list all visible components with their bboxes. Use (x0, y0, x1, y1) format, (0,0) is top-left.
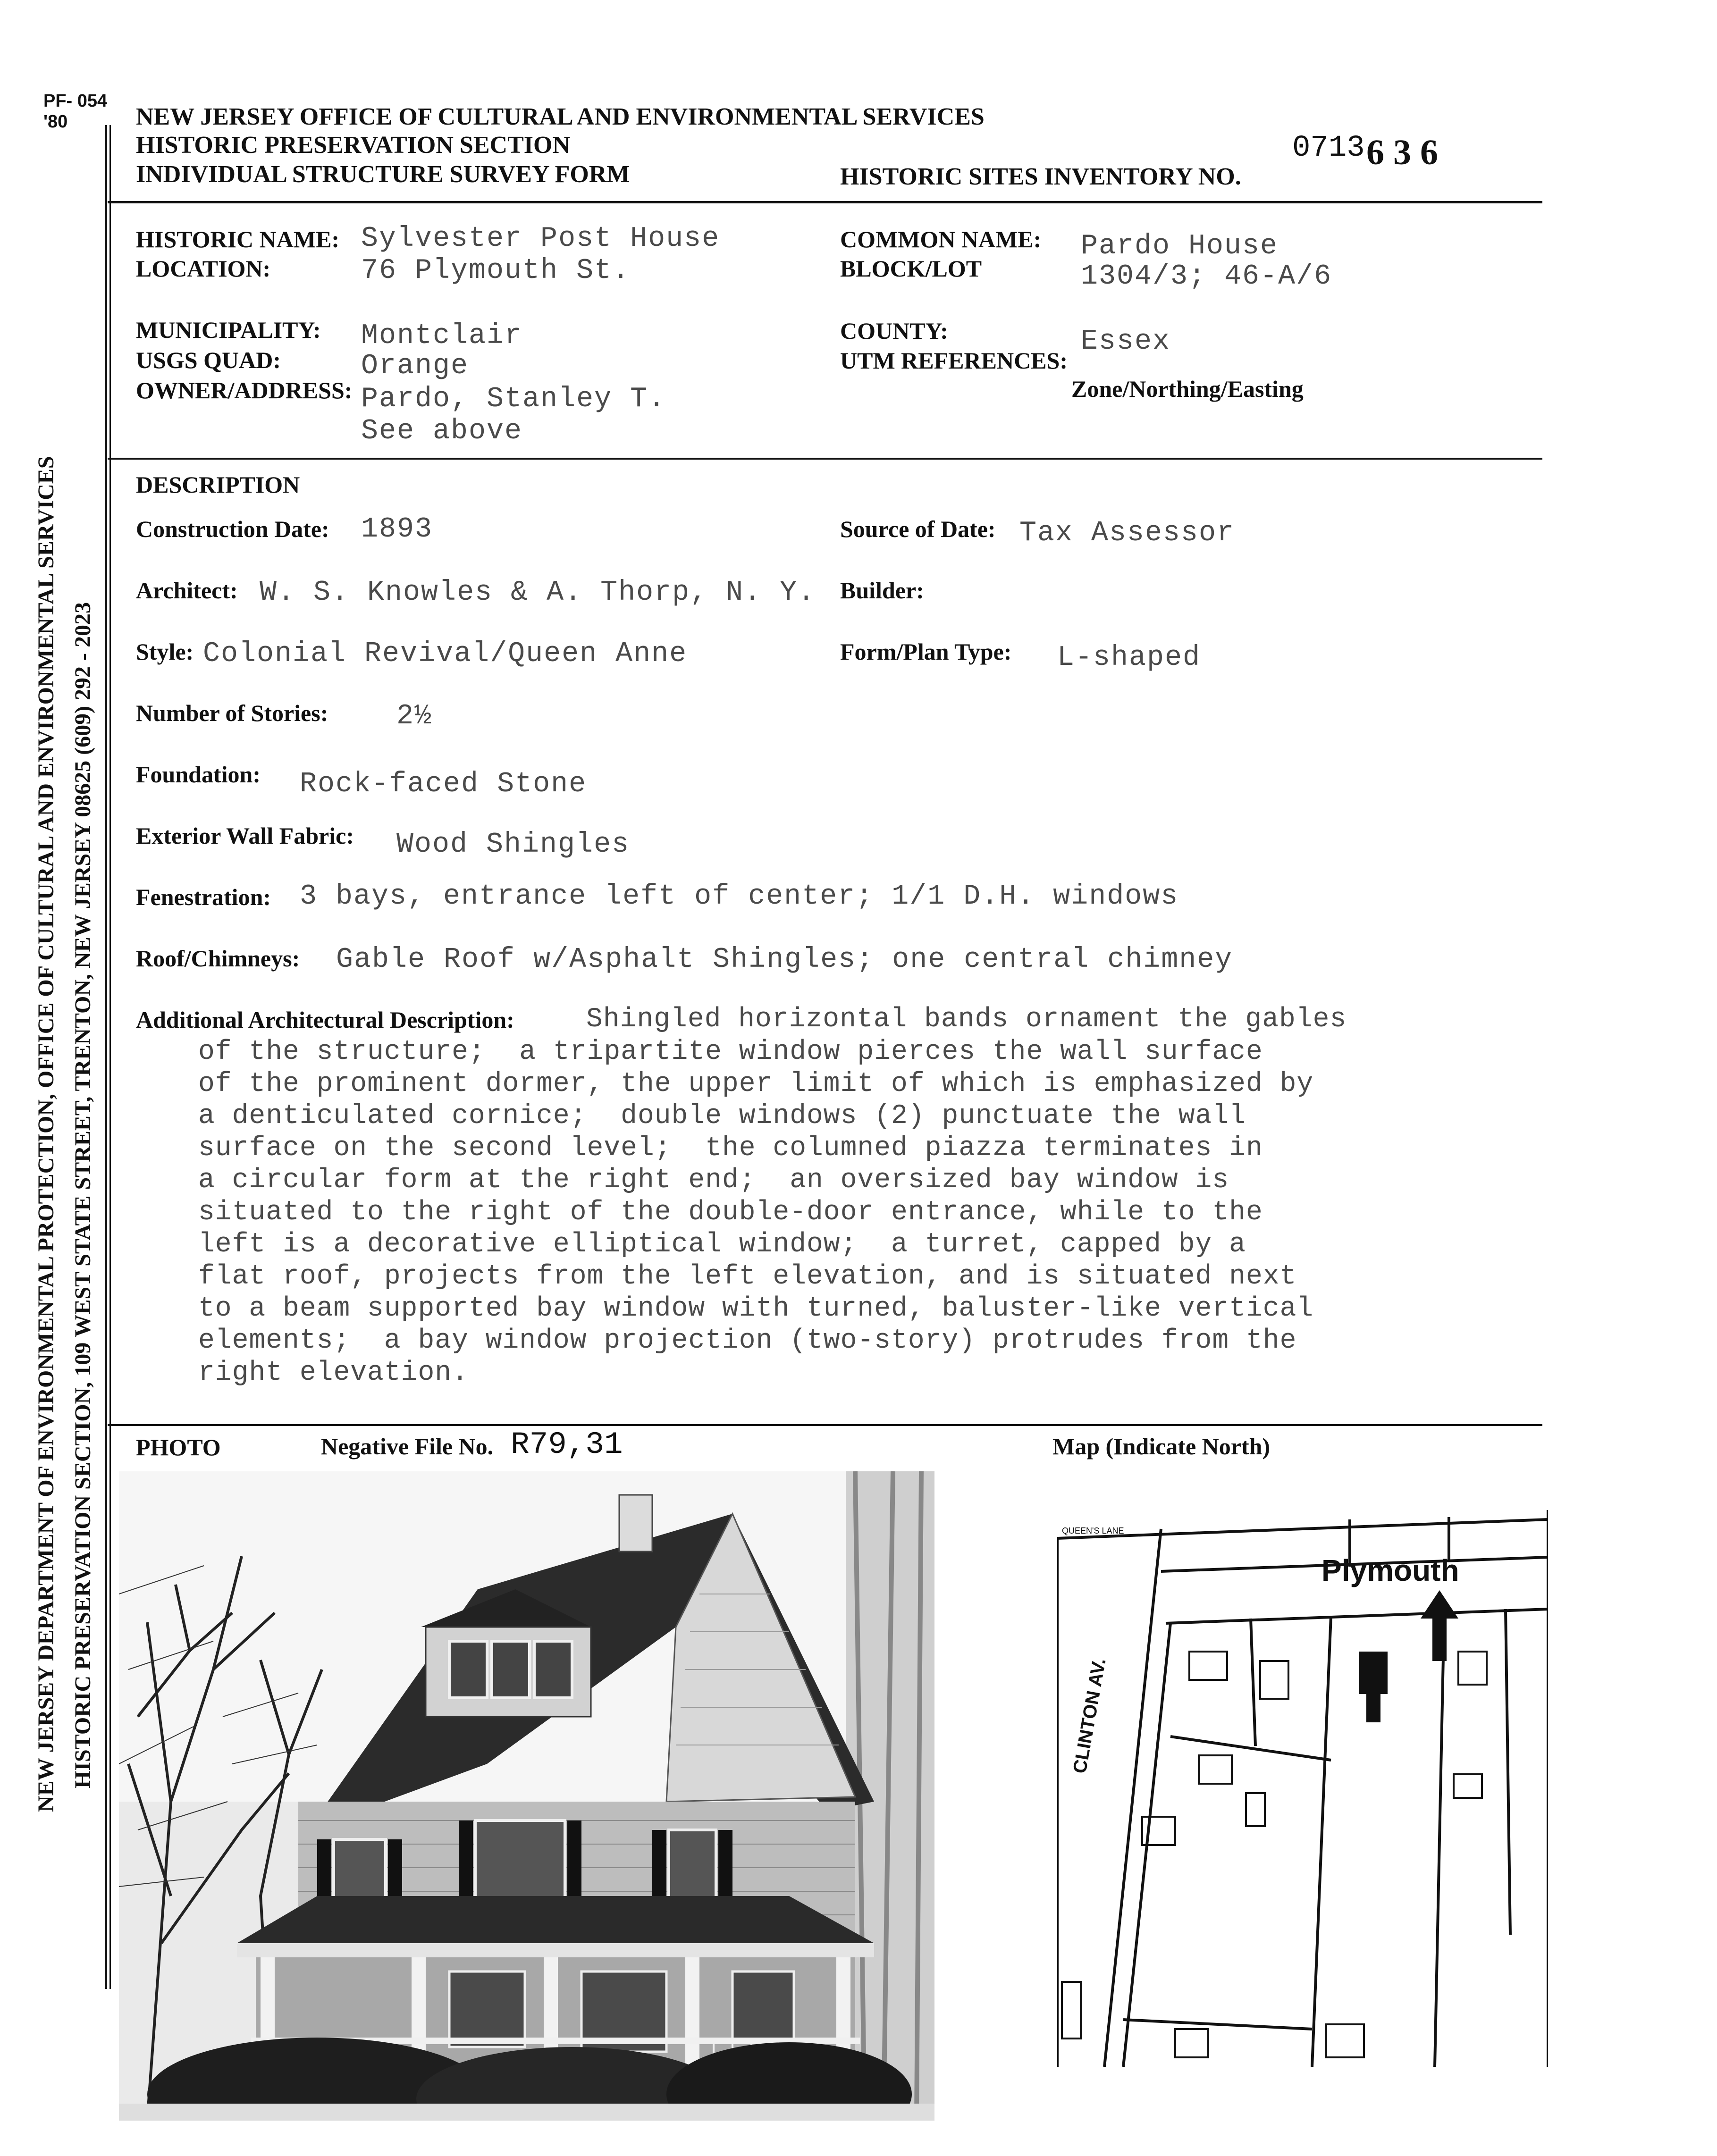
inventory-prefix: 0713 (1292, 131, 1365, 165)
common-name-value: Pardo House (1081, 230, 1279, 262)
architect-label: Architect: (136, 577, 238, 604)
wall-fabric-label: Exterior Wall Fabric: (136, 822, 354, 849)
block-lot-label: BLOCK/LOT (840, 255, 982, 282)
location-map (1057, 1510, 1548, 2067)
house-photograph (119, 1471, 934, 2121)
roof-chimneys-label: Roof/Chimneys: (136, 945, 300, 972)
side-text-address: HISTORIC PRESERVATION SECTION, 109 WEST STATE STREET, TRENTON, NEW JERSEY 08625 (609) 292 - 2023 (70, 602, 95, 1788)
photo-label: PHOTO (136, 1434, 221, 1460)
usgs-quad-value: Orange (361, 350, 469, 382)
location-label: LOCATION: (136, 255, 271, 282)
description-heading: DESCRIPTION (136, 471, 300, 498)
fenestration-label: Fenestration: (136, 884, 271, 910)
style-label: Style: (136, 638, 194, 665)
owner-address-value: See above (361, 415, 523, 447)
form-plan-label: Form/Plan Type: (840, 638, 1012, 665)
owner-value: Pardo, Stanley T. (361, 383, 666, 415)
header-office: NEW JERSEY OFFICE OF CULTURAL AND ENVIRONMENTAL SERVICES (136, 103, 985, 130)
map-label: Map (Indicate North) (1052, 1433, 1271, 1460)
header-form-title: INDIVIDUAL STRUCTURE SURVEY FORM (136, 161, 630, 188)
county-value: Essex (1081, 326, 1171, 358)
location-value: 76 Plymouth St. (361, 255, 631, 287)
additional-description-label: Additional Architectural Description: (136, 1007, 514, 1033)
stories-value: 2½ (396, 700, 433, 732)
utm-label: UTM REFERENCES: (840, 347, 1068, 374)
block-lot-value: 1304/3; 46-A/6 (1081, 260, 1332, 293)
construction-date-value: 1893 (361, 513, 433, 545)
owner-label: OWNER/ADDRESS: (136, 377, 353, 403)
utm-subheading: Zone/Northing/Easting (1071, 376, 1304, 402)
map-street-plymouth: Plymouth (1321, 1553, 1459, 1587)
common-name-label: COMMON NAME: (840, 226, 1042, 252)
roof-chimneys-value: Gable Roof w/Asphalt Shingles; one central chimney (336, 944, 1233, 976)
inventory-label: HISTORIC SITES INVENTORY NO. (840, 163, 1241, 190)
inventory-number: 6 3 6 (1366, 133, 1438, 172)
municipality-value: Montclair (361, 320, 523, 352)
header-section: HISTORIC PRESERVATION SECTION (136, 132, 571, 159)
identification-divider (108, 458, 1542, 460)
historic-name-label: HISTORIC NAME: (136, 226, 340, 252)
architect-value: W. S. Knowles & A. Thorp, N. Y. (260, 577, 816, 609)
form-code (43, 91, 107, 132)
header-divider (108, 201, 1542, 203)
map-street-clinton: CLINTON AV. (1069, 1656, 1110, 1775)
left-rule-outer (105, 125, 107, 1989)
form-code-line1: PF- 054 (43, 91, 108, 111)
historic-name-value: Sylvester Post House (361, 223, 720, 255)
county-label: COUNTY: (840, 318, 948, 344)
side-text-department: NEW JERSEY DEPARTMENT OF ENVIRONMENTAL PROTECTION, OFFICE OF CULTURAL AND ENVIRONMENTAL SERVICES (34, 456, 59, 1812)
usgs-quad-label: USGS QUAD: (136, 347, 281, 373)
municipality-label: MUNICIPALITY: (136, 317, 321, 343)
style-value: Colonial Revival/Queen Anne (203, 638, 688, 670)
negative-file-number: R79,31 (511, 1427, 623, 1462)
foundation-label: Foundation: (136, 761, 261, 788)
additional-description-text: of the structure; a tripartite window pierces the wall surface of the prominent dormer, the upper limit of which is emphasized by a denticulated cornice; double windows (2) punctuate the wall surface on the second level; the columned piazza terminates in a circular form at the right end; an oversized bay window is situated to the right of the double-door entrance, while to the left is a decorative elliptical window; a turret, capped by a flat roof, projects from the left elevation, and is situated next to a beam supported bay window with turned, baluster-like vertical elements; a bay window projection (two-story) protrudes from the right elevation. (198, 1037, 1314, 1388)
wall-fabric-value: Wood Shingles (396, 829, 630, 861)
left-rule-inner (109, 125, 111, 1989)
additional-description-first-line: Shingled horizontal bands ornament the gables (586, 1004, 1347, 1035)
source-of-date-label: Source of Date: (840, 516, 996, 542)
form-plan-value: L-shaped (1057, 642, 1201, 674)
form-code-line2: '80 (43, 112, 68, 132)
negative-file-label: Negative File No. (321, 1433, 494, 1460)
fenestration-value: 3 bays, entrance left of center; 1/1 D.H. windows (300, 881, 1179, 913)
builder-label: Builder: (840, 577, 924, 604)
foundation-value: Rock-faced Stone (300, 768, 587, 800)
source-of-date-value: Tax Assessor (1019, 517, 1235, 549)
stories-label: Number of Stories: (136, 700, 328, 726)
description-divider (108, 1424, 1542, 1426)
map-street-small: QUEEN'S LANE (1062, 1526, 1124, 1535)
construction-date-label: Construction Date: (136, 516, 329, 542)
